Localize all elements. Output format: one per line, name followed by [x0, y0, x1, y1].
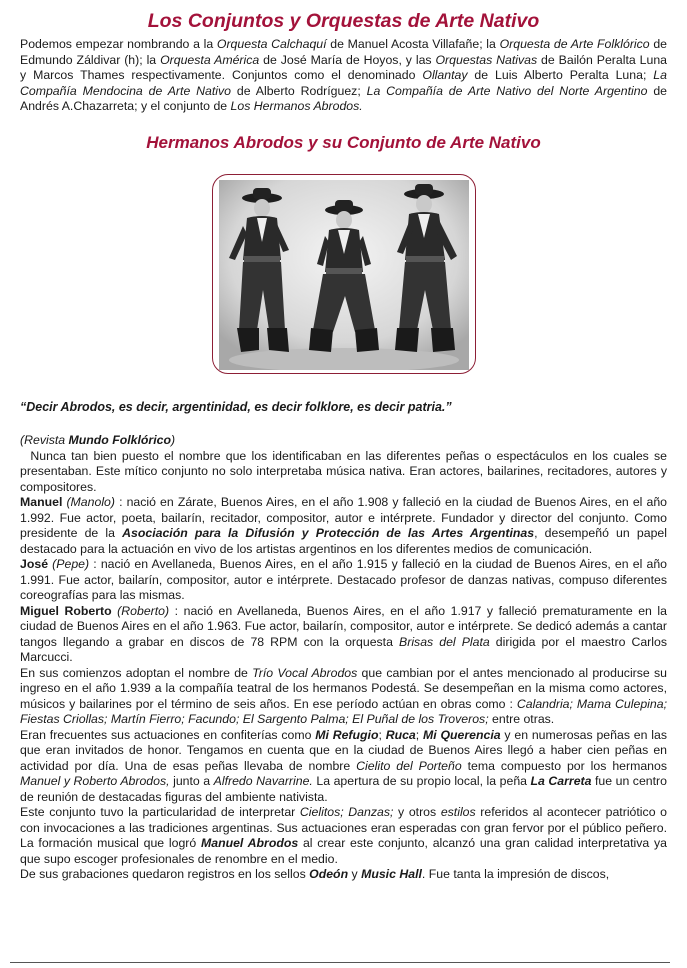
text-run: dirigida por el maestro Carlos Marcucci.: [20, 634, 668, 664]
quote-source: [20, 433, 667, 449]
intro-paragraph: [20, 37, 667, 115]
text-run: La apertura de su propio local, la peña: [312, 774, 531, 788]
text-run: de Edmundo Záldivar (h); la: [20, 37, 668, 67]
text-run: Cielito del Porteño: [356, 758, 462, 773]
featured-quote: “Decir Abrodos, es decir, argentinidad, es decir folklore, es decir patria.”: [20, 399, 452, 414]
text-run: Brisas del Plata: [399, 634, 490, 649]
text-run: (Revista: [20, 433, 69, 447]
text-run: (Roberto): [111, 603, 175, 618]
text-run: de Manuel Acosta Villafañe; la: [326, 37, 500, 51]
text-run: La Compañía de Arte Nativo del Norte Argentino: [366, 83, 648, 98]
text-run: Eran frecuentes sus actuaciones en confiterías como: [20, 727, 316, 742]
text-run: Odeón: [309, 867, 349, 881]
text-run: Mi Querencia: [423, 727, 501, 742]
text-run: Manuel y Roberto Abrodos,: [20, 774, 170, 788]
text-run: Alfredo Navarrine.: [213, 774, 313, 788]
text-run: Este conjunto tuvo la particularidad de interpretar: [20, 805, 300, 819]
text-run: (Pepe): [48, 557, 94, 571]
photo-image: [219, 180, 469, 370]
text-run: Ruca: [385, 727, 416, 742]
paragraph-recordings: [20, 867, 667, 883]
text-run: Music Hall: [361, 867, 422, 881]
paragraph-intro: [20, 449, 667, 496]
text-run: (Manolo): [62, 495, 120, 509]
text-run: Orquesta de Arte Folklórico: [499, 37, 650, 51]
body-text: [20, 449, 667, 883]
text-run: , desempeñó un papel destacado para la actuación en vivo de los artistas argentinos en los diferentes medios de comunicación.: [20, 526, 667, 556]
text-run: de Alberto Rodríguez;: [231, 83, 367, 98]
text-run: : nació en Avellaneda, Buenos Aires, en el año 1.917 y falleció prematuramente en la ciudad de Buenos Aires en el año 1.963. Fue actor, bailarín, compositor, autor e intérprete. Se dedicó además a cantar tangos llegando a grabar en discos de 78 RPM con la orquesta: [20, 603, 667, 649]
text-run: Orquestas Nativas: [435, 52, 538, 67]
footer-rule: [10, 962, 670, 963]
text-run: de Bailón Peralta Luna y Marcos Thames respectivamente. Conjuntos como el denominado: [20, 52, 667, 82]
paragraph-miguel-roberto: [20, 604, 667, 666]
text-run: Podemos empezar nombrando a la: [20, 37, 217, 51]
text-run: ;: [378, 727, 386, 742]
text-run: y otros: [393, 805, 441, 819]
text-run: Miguel Roberto: [20, 603, 112, 618]
text-run: referidos al acontecer patriótico o con invocaciones a las tradiciones argentinas. Sus actuaciones eran esperadas con gran fervor por el público peñero. La formación musical que logró: [20, 805, 668, 850]
text-run: tema compuesto por los hermanos: [461, 758, 667, 773]
text-run: . Fue tanta la impresión de discos,: [421, 867, 610, 881]
text-run: Mi Refugio: [315, 727, 379, 742]
text-run: y: [348, 867, 362, 881]
text-run: : nació en Avellaneda, Buenos Aires, en el año 1.915 y falleció en la ciudad de Buenos Aires, en el año 1.991. Fue actor, bailarín, compositor, autor e intérprete. Destacado profesor de danzas nativas, compuso diferentes coreografías para las mismas.: [20, 557, 667, 602]
section-title: Hermanos Abrodos y su Conjunto de Arte Nativo: [146, 132, 541, 152]
text-run: La Compañía Mendocina de Arte Nativo: [20, 68, 667, 98]
text-run: estilos: [440, 805, 476, 819]
text-run: Manuel: [20, 495, 63, 509]
paragraph-manuel: [20, 495, 667, 557]
text-run: fue un centro de reunión de destacadas figuras del ambiente nativista.: [20, 774, 667, 804]
text-run: ): [170, 433, 176, 447]
text-run: La Carreta: [530, 774, 592, 788]
text-run: Ollantay: [422, 68, 468, 82]
text-run: En sus comienzos adoptan el nombre de: [20, 665, 253, 680]
paragraph-jose: [20, 557, 667, 604]
text-run: Nunca tan bien puesto el nombre que los identificaban en las diferentes peñas o espectáculos en los cuales se presentaban. Este mítico conjunto no solo interpretaba música nativa. Eran actores, bailarines, recitadores, autores y compositores.: [20, 448, 667, 494]
paragraph-beginnings: [20, 666, 667, 728]
text-run: y en numerosas peñas en las que eran invitados de honor. Tengamos en cuenta que en la ciudad de Buenos Aires llegó a haber cien peñas en actividad por día. Una de esas peñas llevaba de nombre: [20, 727, 667, 773]
text-run: de Andrés A.Chazarreta; y el conjunto de: [20, 83, 668, 113]
paragraph-repertoire: [20, 805, 667, 867]
text-run: Manuel Abrodos: [200, 836, 299, 850]
text-run: entre otras.: [488, 712, 555, 726]
text-run: que cambian por el antes mencionado al producirse su ingreso en el año 1.939 a la compañía teatral de los hermanos Podestá. Se desempeñan en la misma como actores, músicos y bailarines por el término de seis años. En ese período actúan en obras como :: [20, 665, 667, 711]
text-run: Los Hermanos Abrodos.: [230, 99, 363, 113]
text-run: Mundo Folklórico: [68, 433, 171, 447]
text-run: Orquesta América: [160, 52, 260, 67]
text-run: Calandria; Mama Culepina; Fiestas Criollas; Martín Fierro; Facundo; El Sargento Palma; El Puñal de los Troveros;: [20, 696, 667, 726]
text-run: Cielitos; Danzas;: [299, 805, 394, 819]
text-run: Orquesta Calchaquí: [216, 37, 327, 51]
group-photo: [212, 174, 476, 374]
text-run: Trío Vocal Abrodos: [252, 665, 358, 680]
text-run: Asociación para la Difusión y Protección de las Artes Argentinas: [122, 526, 535, 540]
text-run: De sus grabaciones quedaron registros en los sellos: [20, 867, 310, 881]
text-run: junto a: [169, 774, 214, 788]
text-run: de José María de Hoyos, y las: [259, 52, 436, 67]
text-run: José: [20, 557, 49, 571]
document-page: [20, 8, 667, 883]
paragraph-performances: [20, 728, 667, 806]
page-title: Los Conjuntos y Orquestas de Arte Nativo: [147, 10, 540, 32]
text-run: al crear este conjunto, alcanzó una gran calidad interpretativa ya que supo escoger profesionales de renombre en el medio.: [20, 836, 668, 866]
text-run: : nació en Zárate, Buenos Aires, en el año 1.908 y falleció en la ciudad de Buenos Aires, en el año 1.992. Fue actor, poeta, bailarín, recitador, compositor, autor e intérprete. Fundador y director del conjunto. Como presidente de la: [20, 495, 668, 540]
text-run: de Luis Alberto Peralta Luna;: [467, 68, 654, 82]
text-run: ;: [415, 727, 423, 742]
